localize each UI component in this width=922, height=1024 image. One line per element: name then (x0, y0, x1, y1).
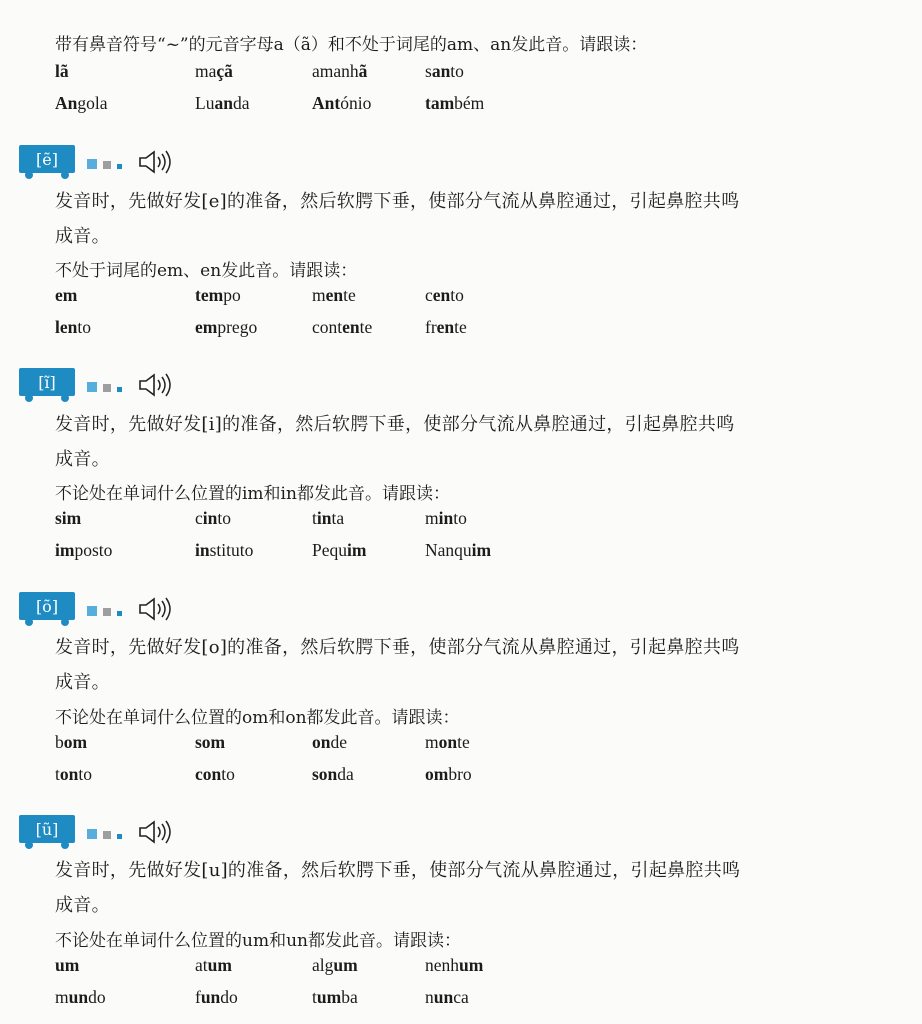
word-item: cento (425, 285, 464, 305)
word-item: monte (425, 732, 470, 752)
description: 发音时，先做好发[u]的准备，然后软腭下垂，使部分气流从鼻腔通过，引起鼻腔共鸣 (55, 860, 741, 881)
word-item: sonda (312, 764, 354, 784)
speaker-icon[interactable] (137, 819, 175, 845)
word-item: cinto (195, 508, 232, 528)
word-item: tinta (312, 508, 345, 528)
rule-text: 不论处在单词什么位置的um和un都发此音。请跟读： (55, 931, 461, 951)
word-item: Angola (55, 93, 108, 113)
rule-text: 不论处在单词什么位置的om和on都发此音。请跟读： (55, 708, 460, 728)
word-item: mundo (55, 987, 106, 1007)
word-item: tempo (195, 285, 241, 305)
word-item: lã (55, 61, 69, 81)
word-item: nenhum (425, 955, 484, 975)
description: 发音时，先做好发[i]的准备，然后软腭下垂，使部分气流从鼻腔通过，引起鼻腔共鸣 (55, 414, 735, 435)
description-cont: 成音。 (55, 226, 110, 247)
word-item: instituto (195, 540, 254, 560)
section-header (19, 145, 199, 183)
word-item: sim (55, 508, 82, 528)
word-item: atum (195, 955, 232, 975)
word-item: emprego (195, 317, 258, 337)
intro-text: 带有鼻音符号“~”的元音字母a（ã）和不处于词尾的am、an发此音。请跟读： (55, 35, 648, 55)
word-item: minto (425, 508, 467, 528)
word-item: lento (55, 317, 91, 337)
phoneme-badge: [ẽ] (19, 145, 75, 173)
word-item: mente (312, 285, 356, 305)
word-item: contente (312, 317, 373, 337)
word-item: bom (55, 732, 88, 752)
phoneme-badge: [õ] (19, 592, 75, 620)
rule-text: 不论处在单词什么位置的im和in都发此音。请跟读： (55, 484, 450, 504)
word-item: conto (195, 764, 235, 784)
word-item: Luanda (195, 93, 250, 113)
description-cont: 成音。 (55, 449, 110, 470)
word-item: amanhã (312, 61, 368, 81)
phoneme-badge: [ũ] (19, 815, 75, 843)
speaker-icon[interactable] (137, 596, 175, 622)
speaker-icon[interactable] (137, 149, 175, 175)
section-header (19, 815, 199, 853)
phoneme-badge: [ĩ] (19, 368, 75, 396)
section-header (19, 368, 199, 406)
description: 发音时，先做好发[o]的准备，然后软腭下垂，使部分气流从鼻腔通过，引起鼻腔共鸣 (55, 637, 740, 658)
word-item: som (195, 732, 226, 752)
description-cont: 成音。 (55, 672, 110, 693)
word-item: António (312, 93, 372, 113)
word-item: também (425, 93, 485, 113)
word-item: nunca (425, 987, 469, 1007)
description-cont: 成音。 (55, 895, 110, 916)
word-item: Pequim (312, 540, 367, 560)
word-item: tonto (55, 764, 92, 784)
word-item: tumba (312, 987, 358, 1007)
word-item: um (55, 955, 80, 975)
word-item: em (55, 285, 78, 305)
rule-text: 不处于词尾的em、en发此音。请跟读： (55, 261, 358, 281)
word-item: frente (425, 317, 467, 337)
speaker-icon[interactable] (137, 372, 175, 398)
word-item: algum (312, 955, 358, 975)
word-item: onde (312, 732, 348, 752)
word-item: imposto (55, 540, 113, 560)
word-item: santo (425, 61, 464, 81)
word-item: ombro (425, 764, 472, 784)
description: 发音时，先做好发[e]的准备，然后软腭下垂，使部分气流从鼻腔通过，引起鼻腔共鸣 (55, 191, 740, 212)
section-header (19, 592, 199, 630)
word-item: maçã (195, 61, 233, 81)
word-item: Nanquim (425, 540, 492, 560)
word-item: fundo (195, 987, 238, 1007)
